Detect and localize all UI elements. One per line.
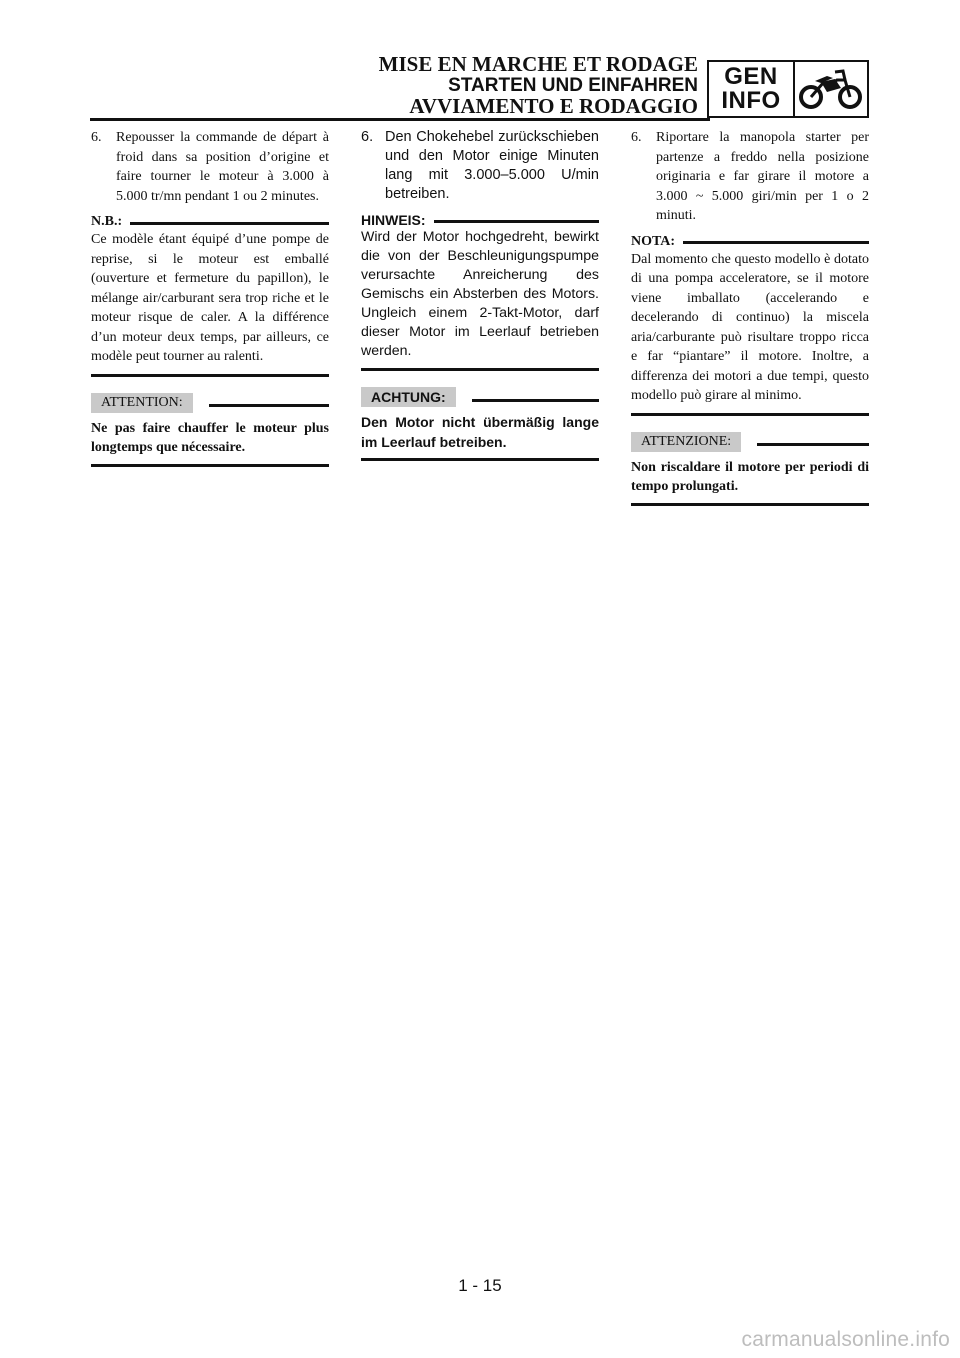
watermark: carmanualsonline.info — [741, 1328, 950, 1351]
note-label: NOTA: — [631, 233, 676, 249]
step-number: 6. — [91, 130, 102, 145]
title-french: MISE EN MARCHE ET RODAGE — [378, 52, 698, 76]
warning-text: Non riscaldare il motore per periodi di tempo prolungati. — [631, 458, 869, 506]
warning-label: ATTENTION: — [91, 393, 193, 413]
step-6 — [91, 128, 329, 206]
warning-text: Ne pas faire chauffer le moteur plus longtemps que nécessaire. — [91, 419, 329, 467]
note-label: HINWEIS: — [361, 212, 426, 228]
badge-line-2: INFO — [721, 87, 781, 114]
note-header — [631, 234, 869, 250]
warning-box — [91, 393, 329, 467]
warning-label: ACHTUNG: — [361, 387, 456, 407]
note-rule — [130, 222, 329, 225]
warning-rule — [757, 443, 869, 446]
warning-text: Den Motor nicht übermäßig lange im Leerlauf betreiben. — [361, 413, 599, 461]
warning-rule — [209, 404, 329, 407]
warning-box — [631, 432, 869, 506]
step-6 — [361, 128, 599, 204]
note-text: Ce modèle étant équipé d’une pompe de reprise, si le moteur est emballé (ouverture et fermeture du papillon), le mélange air/carburant sera trop riche et le moteur risque de caler. A la différence d’un moteur deux temps, par ailleurs, ce modèle peut tourner au ralenti. — [91, 230, 329, 377]
warning-header — [631, 432, 869, 452]
page-number: 1 - 15 — [458, 1276, 502, 1295]
note-rule — [434, 220, 599, 223]
note-label: N.B.: — [91, 214, 123, 229]
step-text: Den Chokehebel zurückschieben und den Motor einige Minuten lang mit 3.000–5.000 U/min betreiben. — [385, 129, 599, 202]
title-german: STARTEN UND EINFAHREN — [448, 75, 698, 96]
badge-text — [709, 62, 795, 116]
column-german — [361, 128, 599, 461]
gen-info-badge — [707, 60, 869, 118]
note-header — [91, 214, 329, 230]
motorcycle-icon — [795, 62, 867, 116]
warning-label: ATTENZIONE: — [631, 432, 741, 452]
step-number: 6. — [631, 130, 642, 145]
section-title — [379, 54, 698, 117]
step-text: Riportare la manopola starter per partenze a freddo nella posizione originaria e far girare il motore a 3.000 ~ 5.000 giri/min per 1 o 2 minuti. — [656, 130, 869, 223]
warning-header — [91, 393, 329, 413]
note-rule — [683, 241, 869, 244]
title-italian: AVVIAMENTO E RODAGGIO — [409, 94, 698, 118]
warning-box — [361, 387, 599, 461]
note-text: Wird der Motor hochgedreht, bewirkt die von der Beschleunigungspumpe verursachte Anreicherung des Gemischs ein Absterben des Motors. Ungleich einem 2-Takt-Motor, darf dieser Motor im Leerlauf betrieben werden. — [361, 228, 599, 371]
warning-header — [361, 387, 599, 407]
badge-line-1: GEN — [724, 63, 778, 90]
step-text: Repousser la commande de départ à froid dans sa position d’origine et faire tourner le moteur à 3.000 à 5.000 tr/mn pendant 1 ou 2 minutes. — [116, 130, 329, 204]
warning-rule — [472, 399, 599, 402]
step-number: 6. — [361, 129, 374, 145]
note-text: Dal momento che questo modello è dotato di una pompa acceleratore, se il motore viene imballato (accelerando e decelerando di continuo) la miscela aria/carburante può risultare troppo ricca e far “piantare” il motore. Inoltre, a differenza dei motori a due tempi, questo modello può girare al minimo. — [631, 250, 869, 416]
column-french — [91, 128, 329, 467]
column-italian — [631, 128, 869, 506]
step-6 — [631, 128, 869, 226]
header-rule — [90, 118, 710, 121]
note-header — [361, 212, 599, 228]
